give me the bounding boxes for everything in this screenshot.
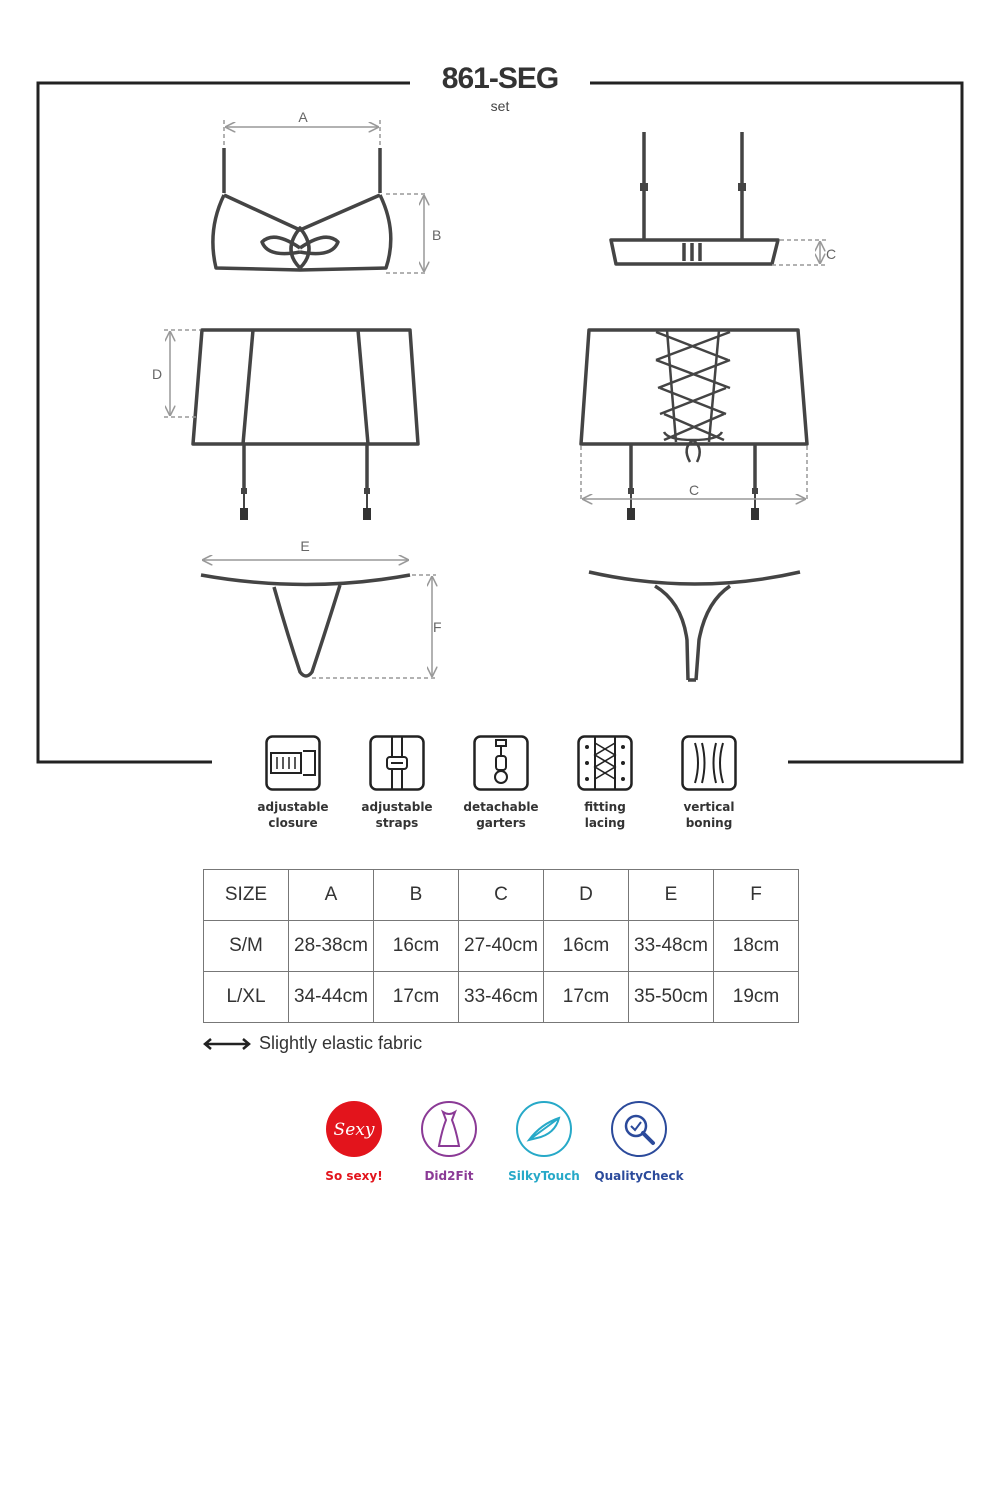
table-row	[204, 921, 799, 972]
table-cell: 28-38cm	[289, 921, 374, 972]
feature-label-line2: boning	[685, 816, 733, 830]
feature-label-line1: adjustable	[257, 800, 329, 814]
feature-label-line1: detachable	[463, 800, 539, 814]
feature-label-line1: adjustable	[361, 800, 433, 814]
adjustable-closure-icon	[265, 735, 321, 791]
table-cell: 35-50cm	[629, 972, 714, 1023]
table-cell: 33-48cm	[629, 921, 714, 972]
garter-belt-back-drawing	[581, 330, 807, 488]
dim-label-a: A	[298, 109, 308, 125]
table-cell: 27-40cm	[459, 921, 544, 972]
feature-label-line1: vertical	[683, 800, 735, 814]
dim-label-c-belt: C	[688, 482, 700, 498]
table-header-row	[204, 870, 799, 921]
magnifier-check-icon	[610, 1100, 668, 1158]
feature-fitting-lacing	[553, 735, 657, 831]
product-type: set	[490, 98, 510, 114]
table-header-cell: SIZE	[204, 870, 289, 921]
table-cell: 18cm	[714, 921, 799, 972]
table-row	[204, 972, 799, 1023]
note-text: Slightly elastic fabric	[259, 1033, 423, 1053]
table-header-cell: A	[289, 870, 374, 921]
product-code: 861-SEG	[441, 62, 559, 95]
table-header-cell: F	[714, 870, 799, 921]
back-lacing-drawing	[656, 330, 730, 462]
dress-icon	[420, 1100, 478, 1158]
table-header-cell: C	[459, 870, 544, 921]
feature-label-line2: lacing	[584, 816, 626, 830]
badge-so-sexy	[304, 1100, 404, 1183]
feature-label-line2: closure	[268, 816, 318, 830]
table-cell: 19cm	[714, 972, 799, 1023]
bra-front-drawing	[213, 148, 391, 270]
table-header-cell: B	[374, 870, 459, 921]
badge-label: QualityCheck	[594, 1169, 684, 1183]
feature-label-line1: fitting	[584, 800, 626, 814]
table-cell: 16cm	[374, 921, 459, 972]
feature-adjustable-closure	[241, 735, 345, 831]
elastic-fabric-note	[203, 1033, 422, 1054]
dim-label-e: E	[300, 538, 310, 554]
size-table	[203, 869, 799, 1023]
sexy-icon	[325, 1100, 383, 1158]
table-cell: S/M	[204, 921, 289, 972]
badge-did2fit	[399, 1100, 499, 1183]
bra-back-drawing	[611, 132, 778, 264]
feature-label-line2: straps	[375, 816, 419, 830]
adjustable-straps-icon	[369, 735, 425, 791]
feature-label-line2: garters	[476, 816, 526, 830]
badge-label: So sexy!	[325, 1169, 383, 1183]
dim-label-c-bra: C	[826, 246, 837, 262]
badge-silkytouch	[494, 1100, 594, 1183]
thong-front-drawing	[201, 575, 410, 676]
table-header-cell: E	[629, 870, 714, 921]
detachable-garters-icon	[473, 735, 529, 791]
table-cell: L/XL	[204, 972, 289, 1023]
table-header-cell: D	[544, 870, 629, 921]
vertical-boning-icon	[681, 735, 737, 791]
dim-label-b: B	[432, 227, 442, 243]
table-cell: 17cm	[374, 972, 459, 1023]
badge-label: Did2Fit	[424, 1169, 474, 1183]
table-cell: 17cm	[544, 972, 629, 1023]
sexy-icon-text: Sexy	[333, 1120, 375, 1140]
table-cell: 16cm	[544, 921, 629, 972]
garter-belt-front-drawing	[193, 330, 418, 488]
table-cell: 33-46cm	[459, 972, 544, 1023]
dim-label-f: F	[433, 619, 442, 635]
feature-detachable-garters	[449, 735, 553, 831]
fitting-lacing-icon	[577, 735, 633, 791]
badge-qualitycheck	[589, 1100, 689, 1183]
table-cell: 34-44cm	[289, 972, 374, 1023]
feature-vertical-boning	[657, 735, 761, 831]
dim-label-d: D	[152, 366, 163, 382]
feather-icon	[515, 1100, 573, 1158]
feature-adjustable-straps	[345, 735, 449, 831]
badge-label: SilkyTouch	[508, 1169, 580, 1183]
thong-back-drawing	[589, 572, 800, 680]
double-arrow-icon	[203, 1037, 251, 1051]
